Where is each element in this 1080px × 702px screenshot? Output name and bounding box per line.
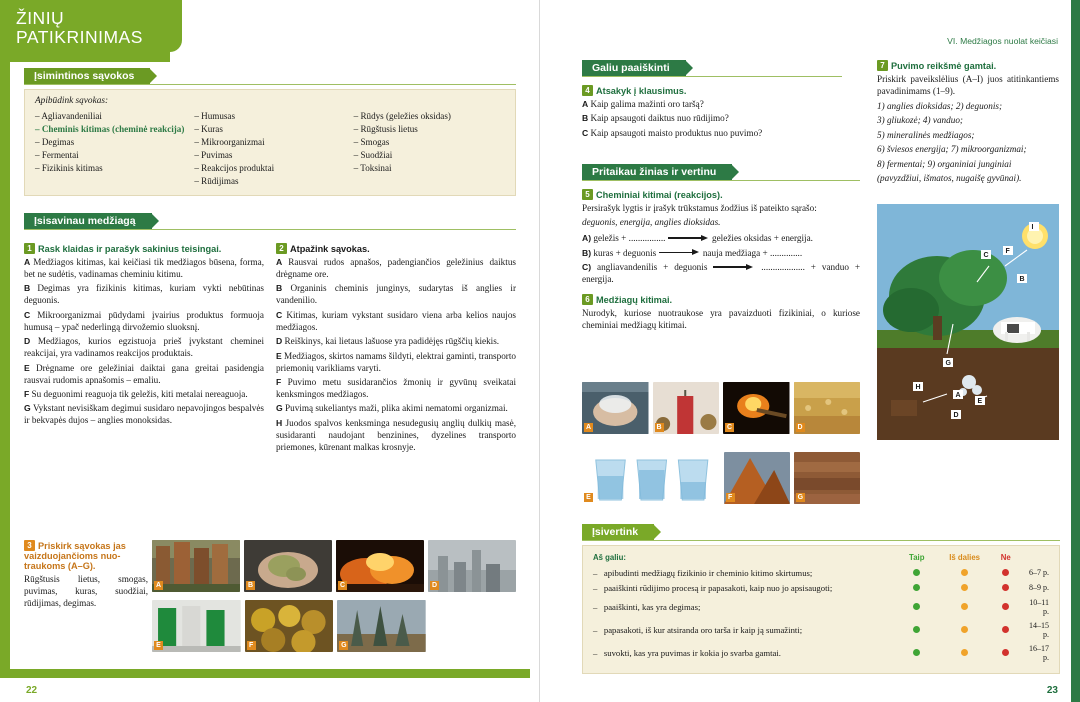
task-7-list-line: 6) šviesos energija; 7) mikroorganizmai; xyxy=(877,144,1027,155)
task-7 xyxy=(877,60,1059,188)
task-2-item: E Medžiagos, skirtos namams šildyti, elektrai gaminti, transporto priemonių varikliams varyti. xyxy=(276,350,517,373)
task-7-number: 7 xyxy=(877,60,888,71)
task-2-item-text: Puvimą sukeliantys maži, plika akimi nematomi organizmai. xyxy=(284,403,508,414)
selfcheck-col-head: Aš galiu: xyxy=(593,553,626,562)
task-6-heading-text: Medžiagų kitimai. xyxy=(596,295,673,306)
decomposition-diagram xyxy=(877,204,1059,440)
equation-left: geležis + ................ xyxy=(593,233,666,244)
selfcheck-item-text: paaiškinti rūdijimo procesą ir papasakoti, kaip nuo jo apsisaugoti; xyxy=(603,582,833,593)
photo-hand-washing xyxy=(582,382,649,434)
learned-underline xyxy=(24,229,516,230)
task-7-intro: Priskirk paveikslėlius (A–I) juos atitinkantiems pavadinimams (1–9). xyxy=(877,74,1059,96)
selfcheck-table xyxy=(593,553,1049,665)
selfcheck-partial-dot[interactable] xyxy=(940,619,990,642)
task-2-item: D Reiškinys, kai lietaus lašuose yra padidėjęs rūgščių kiekis. xyxy=(276,336,500,347)
right-page xyxy=(540,0,1080,702)
photo-tag: F xyxy=(247,641,256,650)
photo-match-flame xyxy=(723,382,790,434)
term-item: – Suodžiai xyxy=(353,149,393,160)
selfcheck-pages: 6–7 p. xyxy=(1029,568,1049,578)
right-rail xyxy=(1071,0,1080,702)
photo-water-glasses xyxy=(582,452,720,504)
task-2-item: G Puvimą sukeliantys maži, plika akimi nematomi organizmai. xyxy=(276,403,508,414)
photo-hand-mold xyxy=(244,540,332,592)
task-3-body: Rūgštusis lietus, smogas, puvimas, kuras, suodžiai, rūdijimas, degimas. xyxy=(24,574,148,608)
left-rail xyxy=(0,62,10,678)
photo-tag: E xyxy=(154,641,163,650)
equation-left: angliavandenilis + deguonis xyxy=(597,262,708,273)
terms-underline xyxy=(24,84,516,85)
task-6-number: 6 xyxy=(582,294,593,305)
term-item: – Fermentai xyxy=(35,149,79,160)
term-item: – Rūdijimas xyxy=(194,175,239,186)
task-3-heading-line-1: Priskirk sąvokas jas xyxy=(38,541,126,551)
terms-section xyxy=(24,68,516,196)
selfcheck-no-dot[interactable] xyxy=(990,619,1022,642)
svg-text:H: H xyxy=(915,384,921,391)
task-2-item-text: Kitimas, kuriam vykstant susidaro viena arba kelios naujos medžiagos. xyxy=(276,309,516,332)
task-2-item: B Organinis cheminis junginys, sudarytas iš anglies ir vandenilio. xyxy=(276,283,517,306)
selfcheck-title: Įsivertink xyxy=(582,524,654,541)
selfcheck-item: – paaiškinti, kas yra degimas; xyxy=(593,601,701,612)
term-item: – Rūgštusis lietus xyxy=(353,123,418,134)
banner-line-2: PATIKRINIMAS xyxy=(16,26,143,47)
terms-box xyxy=(24,89,516,196)
photo-tag: C xyxy=(339,582,346,589)
selfcheck-no-dot[interactable] xyxy=(990,565,1022,580)
task-3-photo-row-1 xyxy=(152,540,516,592)
task-4-item-text: Kaip apsaugoti daiktus nuo rūdijimo? xyxy=(590,113,729,124)
task-2-number: 2 xyxy=(276,243,287,254)
selfcheck-pages: 16–17 p. xyxy=(1029,644,1049,663)
table-row xyxy=(593,595,1049,618)
task-5-wordlist: deguonis, energija, anglies dioksidas. xyxy=(582,217,721,228)
banner-tab-shape xyxy=(170,0,182,52)
photo-rusty-metal xyxy=(724,452,790,504)
tasks-1-2 xyxy=(24,243,516,456)
task-2-item: F Puvimo metu susidarančios žmonių ir gyvūnų sveikatai kenksmingos medžiagos. xyxy=(276,377,516,400)
task-2-item: H Juodos spalvos kenksminga nesudegusių anglių dulkių masė, susidaranti naudojant benzinines, dyzelines transporto priemones, kūrenant malkas krosnyje. xyxy=(276,417,517,452)
terms-column-1 xyxy=(35,110,186,187)
photo-tag: G xyxy=(341,642,347,649)
task-7-list-line: 8) fermentai; 9) organiniai junginiai xyxy=(877,158,1012,169)
svg-text:I: I xyxy=(1031,224,1034,231)
equation-label: C) xyxy=(582,262,592,273)
task-6-body: Nurodyk, kuriose nuotraukose yra pavaizduoti fizikiniai, o kuriose cheminiai medžiagų kitimai. xyxy=(582,308,860,331)
photo-tag: B xyxy=(656,424,662,431)
selfcheck-partial-dot[interactable] xyxy=(940,595,990,618)
photo-tag: E xyxy=(584,493,593,502)
task-1-item-text: Degimas yra fizikinis kitimas, kuriam vykti nebūtinas deguonis. xyxy=(24,283,264,306)
selfcheck-yes-dot[interactable] xyxy=(894,619,940,642)
term-item: – Agliavandeniliai xyxy=(35,111,102,121)
task-1-number: 1 xyxy=(24,243,35,254)
photo-tag: G xyxy=(797,494,804,501)
term-item: – Puvimas xyxy=(194,149,233,160)
photo-acid-rain-forest xyxy=(337,600,426,652)
task-3-heading-line-3: traukoms (A–G). xyxy=(24,561,96,571)
task-5-equation xyxy=(582,233,860,245)
page-number-left: 22 xyxy=(26,685,38,696)
table-header-row xyxy=(593,553,1049,565)
terms-column-2 xyxy=(194,110,345,187)
terms-column-3 xyxy=(354,110,505,187)
task-1-item-text: Vykstant nevisiškam degimui susidaro nepavojingos bespalvės ir bekvapės dujos – anglies monoksidas. xyxy=(24,403,264,426)
task-2-item-text: Juodos spalvos kenksminga nesudegusių anglių dulkių masė, susidaranti naudojant benzinines, dyzelines transporto priemones, kūrenant malkas krosnyje. xyxy=(276,417,517,452)
explain-section xyxy=(582,60,842,142)
task-2-item-text: Rausvai rudos apnašos, padengiančios geležinius daiktus drėgname ore. xyxy=(276,257,517,279)
task-2-item: C Kitimas, kuriam vykstant susidaro viena arba kelios naujos medžiagos. xyxy=(276,309,516,332)
photo-tag: D xyxy=(431,582,438,589)
svg-text:C: C xyxy=(983,252,989,259)
photo-tag: A xyxy=(155,582,162,589)
photo-rusty-pipes xyxy=(152,540,240,592)
photo-tag: C xyxy=(726,424,733,431)
task-1-item-text: Medžiagos, kurios egzistuoja prieš įvykstant cheminei reakcijai, yra vadinamos reakcijos produktais. xyxy=(24,336,264,359)
selfcheck-partial-dot[interactable] xyxy=(940,642,990,665)
selfcheck-item: – suvokti, kas yra puvimas ir kokia jo svarba gamtai. xyxy=(593,648,781,659)
equation-label: B) xyxy=(582,247,592,258)
selfcheck-no-dot[interactable] xyxy=(990,642,1022,665)
equation-right: ................... + vanduo + energija. xyxy=(582,262,861,285)
selfcheck-pages: 10–11 p. xyxy=(1029,597,1049,616)
photo-fuel-pump xyxy=(152,600,241,652)
task-1-item: F Su deguonimi reaguoja tik geležis, kiti metalai nereaguoja. xyxy=(24,389,248,400)
task-1-item: C Mikroorganizmai pūdydami įvairius produktus formuoja humusą – ypač nederlingą dirvožemio sluoksnį. xyxy=(24,309,264,332)
selfcheck-item-text: papasakoti, iš kur atsiranda oro tarša ir kaip ją sumažinti; xyxy=(603,625,803,636)
task-7-heading-text: Puvimo reikšmė gamtai. xyxy=(891,61,997,71)
equation-label: A) xyxy=(582,233,592,244)
task-1-item: B Degimas yra fizikinis kitimas, kuriam vykti nebūtinas deguonis. xyxy=(24,283,264,306)
photo-tag: D xyxy=(797,424,803,431)
terms-title: Įsimintinos sąvokos xyxy=(24,68,150,85)
task-7-list-line: 1) anglies dioksidas; 2) deguonis; xyxy=(877,100,1003,111)
task-1-item: A Medžiagos kitimas, kai keičiasi tik medžiagos būsena, forma, bet ne sudėtis, vadinamas cheminiu kitimu. xyxy=(24,257,265,279)
arrow-right-icon xyxy=(668,235,710,240)
task-1-heading xyxy=(24,243,264,254)
term-item: – Kuras xyxy=(194,123,223,134)
task-5 xyxy=(582,189,860,286)
table-row xyxy=(593,642,1049,665)
term-item: – Humusas xyxy=(194,111,235,121)
selfcheck-box xyxy=(582,545,1060,674)
learned-title: Įsisavinau medžiagą xyxy=(24,213,152,230)
learned-header-wrap xyxy=(24,213,516,230)
running-head: VI. Medžiagos nuolat keičiasi xyxy=(947,36,1058,46)
task-3-heading xyxy=(24,540,148,571)
task-2-heading-text: Atpažink sąvokas. xyxy=(290,244,370,254)
task-7-list-line: 5) mineralinės medžiagos; xyxy=(877,129,975,140)
task-3-heading-line-2: vaizduojančioms nuo- xyxy=(24,551,121,561)
svg-text:A: A xyxy=(955,392,961,399)
photo-fire xyxy=(336,540,424,592)
task-2-heading xyxy=(276,243,516,254)
task-1-item: D Medžiagos, kurios egzistuoja prieš įvykstant cheminei reakcijai, yra vadinamos reakcijos produktais. xyxy=(24,336,264,359)
selfcheck-pages: 8–9 p. xyxy=(1029,583,1049,593)
photo-candle-unlit xyxy=(653,382,720,434)
table-row xyxy=(593,565,1049,580)
task-6 xyxy=(582,294,860,332)
task-5-heading-text: Cheminiai kitimai (reakcijos). xyxy=(596,190,723,200)
arrow-right-icon xyxy=(713,264,755,269)
term-item: – Smogas xyxy=(353,136,390,147)
task-4-heading-text: Atsakyk į klausimus. xyxy=(596,86,687,96)
task-2-item-text: Medžiagos, skirtos namams šildyti, elektrai gaminti, transporto priemonių varikliams varyti. xyxy=(276,350,517,373)
task-1-item-text: Drėgname ore geležiniai daiktai gana greitai pasidengia rausvai rudomis apnašomis – emaliu. xyxy=(24,362,265,385)
terms-subtitle: Apibūdink sąvokas: xyxy=(35,96,109,106)
table-row xyxy=(593,580,1049,595)
equation-right: geležies oksidas + energija. xyxy=(712,233,813,244)
photo-tag: A xyxy=(585,424,592,431)
task-4-item: B Kaip apsaugoti daiktus nuo rūdijimo? xyxy=(582,113,729,124)
selfcheck-item-text: paaiškinti, kas yra degimas; xyxy=(603,601,701,612)
bottom-rail xyxy=(0,669,530,678)
apply-underline xyxy=(582,180,860,181)
selfcheck-item-text: suvokti, kas yra puvimas ir kokia jo svarba gamtai. xyxy=(603,648,781,659)
task-4-item-text: Kaip galima mažinti oro taršą? xyxy=(590,99,704,109)
apply-title: Pritaikau žinias ir vertinu xyxy=(582,164,732,181)
selfcheck-no-dot[interactable] xyxy=(990,580,1022,595)
header-is-dalies: Iš dalies xyxy=(949,553,981,562)
selfcheck-pages: 14–15 p. xyxy=(1029,621,1049,640)
selfcheck-yes-dot[interactable] xyxy=(894,565,940,580)
task-2-item: A Rausvai rudos apnašos, padengiančios geležinius daiktus drėgname ore. xyxy=(276,257,517,279)
task-3-photo-row-2 xyxy=(152,600,426,652)
svg-text:D: D xyxy=(953,412,959,419)
task-4-item: A Kaip galima mažinti oro taršą? xyxy=(582,99,704,109)
selfcheck-item-text: apibudinti medžiagų fizikinio ir cheminio kitimo skirtumus; xyxy=(603,567,813,578)
task-6-heading xyxy=(582,294,860,305)
header-taip: Taip xyxy=(909,553,925,562)
task-6-photo-row-1 xyxy=(582,382,860,434)
task-5-equation xyxy=(582,248,860,260)
term-item: – Toksinai xyxy=(353,162,392,173)
equation-right: nauja medžiaga + .............. xyxy=(702,247,803,258)
task-3-number: 3 xyxy=(24,540,35,551)
table-row xyxy=(593,619,1049,642)
selfcheck-yes-dot[interactable] xyxy=(894,642,940,665)
task-5-number: 5 xyxy=(582,189,593,200)
term-item: – Degimas xyxy=(35,136,75,147)
photo-rotten-fruit xyxy=(245,600,334,652)
task-2-item-text: Organinis cheminis junginys, sudarytas iš anglies ir vandenilio. xyxy=(276,283,517,306)
term-item: – Cheminis kitimas (cheminė reakcija) xyxy=(35,123,185,134)
title-banner xyxy=(0,0,170,62)
selfcheck-yes-dot[interactable] xyxy=(894,580,940,595)
terms-header xyxy=(24,68,516,85)
svg-text:B: B xyxy=(1019,276,1025,283)
task-4-item: C Kaip apsaugoti maisto produktus nuo puvimo? xyxy=(582,127,763,138)
apply-section xyxy=(582,164,860,335)
photo-grains xyxy=(794,382,861,434)
task-4 xyxy=(582,85,842,140)
task-1 xyxy=(24,243,264,456)
explain-underline xyxy=(582,76,842,77)
task-1-item-text: Su deguonimi reaguoja tik geležis, kiti metalai nereaguoja. xyxy=(31,389,248,400)
svg-text:E: E xyxy=(977,398,983,405)
photo-smog-city xyxy=(428,540,516,592)
task-7-heading xyxy=(877,60,1059,71)
explain-title: Galiu paaiškinti xyxy=(582,60,686,77)
photo-tag: F xyxy=(726,493,735,502)
task-5-equation xyxy=(582,262,860,286)
term-item: – Mikroorganizmai xyxy=(194,136,265,147)
task-4-heading xyxy=(582,85,842,96)
task-2 xyxy=(276,243,516,456)
selfcheck-section xyxy=(582,524,1060,674)
svg-text:G: G xyxy=(945,360,951,367)
task-1-item-text: Mikroorganizmai pūdydami įvairius produktus formuoja humusą – ypač nederlingą dirvožemio sluoksnį. xyxy=(24,309,264,332)
selfcheck-item: – paaiškinti rūdijimo procesą ir papasakoti, kaip nuo jo apsisaugoti; xyxy=(593,582,833,593)
selfcheck-item: – apibudinti medžiagų fizikinio ir cheminio kitimo skirtumus; xyxy=(593,567,813,578)
photo-rock-layers xyxy=(794,452,860,504)
task-3-text xyxy=(24,540,148,612)
selfcheck-no-dot[interactable] xyxy=(990,595,1022,618)
term-item: – Rūdys (geležies oksidas) xyxy=(353,111,451,121)
task-6-photo-row-2 xyxy=(582,452,860,504)
header-ne: Ne xyxy=(1000,553,1011,562)
task-7-list-line: (pavyzdžiui, išmatos, nugaišę gyvūnai). xyxy=(877,173,1022,184)
task-1-item-text: Medžiagos kitimas, kai keičiasi tik medžiagos būsena, forma, bet ne sudėtis, vadinamas cheminiu kitimu. xyxy=(24,257,265,279)
selfcheck-item: – papasakoti, iš kur atsiranda oro tarša ir kaip ją sumažinti; xyxy=(593,625,803,636)
banner-line-1: ŽINIŲ xyxy=(16,8,65,28)
svg-text:F: F xyxy=(1005,248,1010,255)
equation-left: kuras + deguonis xyxy=(593,247,657,258)
task-2-item-text: Puvimo metu susidarančios žmonių ir gyvūnų sveikatai kenksmingos medžiagos. xyxy=(276,377,516,400)
task-5-intro: Persirašyk lygtis ir įrašyk trūkstamus žodžius iš pateikto sąrašo: xyxy=(582,203,817,213)
task-4-number: 4 xyxy=(582,85,593,96)
term-item: – Fizikinis kitimas xyxy=(35,162,103,173)
page-number-right: 23 xyxy=(1046,685,1058,696)
arrow-right-icon xyxy=(659,250,701,255)
selfcheck-yes-dot[interactable] xyxy=(894,595,940,618)
selfcheck-partial-dot[interactable] xyxy=(940,580,990,595)
task-1-item: G Vykstant nevisiškam degimui susidaro nepavojingos bespalvės ir bekvapės dujos – anglies monoksidas. xyxy=(24,403,264,426)
photo-tag: B xyxy=(247,582,254,589)
task-2-item-text: Reiškinys, kai lietaus lašuose yra padidėjęs rūgščių kiekis. xyxy=(284,336,500,347)
task-7-list-line: 3) gliukozė; 4) vanduo; xyxy=(877,115,963,126)
task-1-heading-text: Rask klaidas ir parašyk sakinius teisingai. xyxy=(38,244,222,254)
selfcheck-underline xyxy=(582,540,1060,541)
task-5-heading xyxy=(582,189,860,200)
task-1-item: E Drėgname ore geležiniai daiktai gana greitai pasidengia rausvai rudomis apnašomis – emaliu. xyxy=(24,362,265,385)
selfcheck-partial-dot[interactable] xyxy=(940,565,990,580)
task-4-item-text: Kaip apsaugoti maisto produktus nuo puvimo? xyxy=(590,127,763,138)
term-item: – Reakcijos produktai xyxy=(194,162,275,173)
